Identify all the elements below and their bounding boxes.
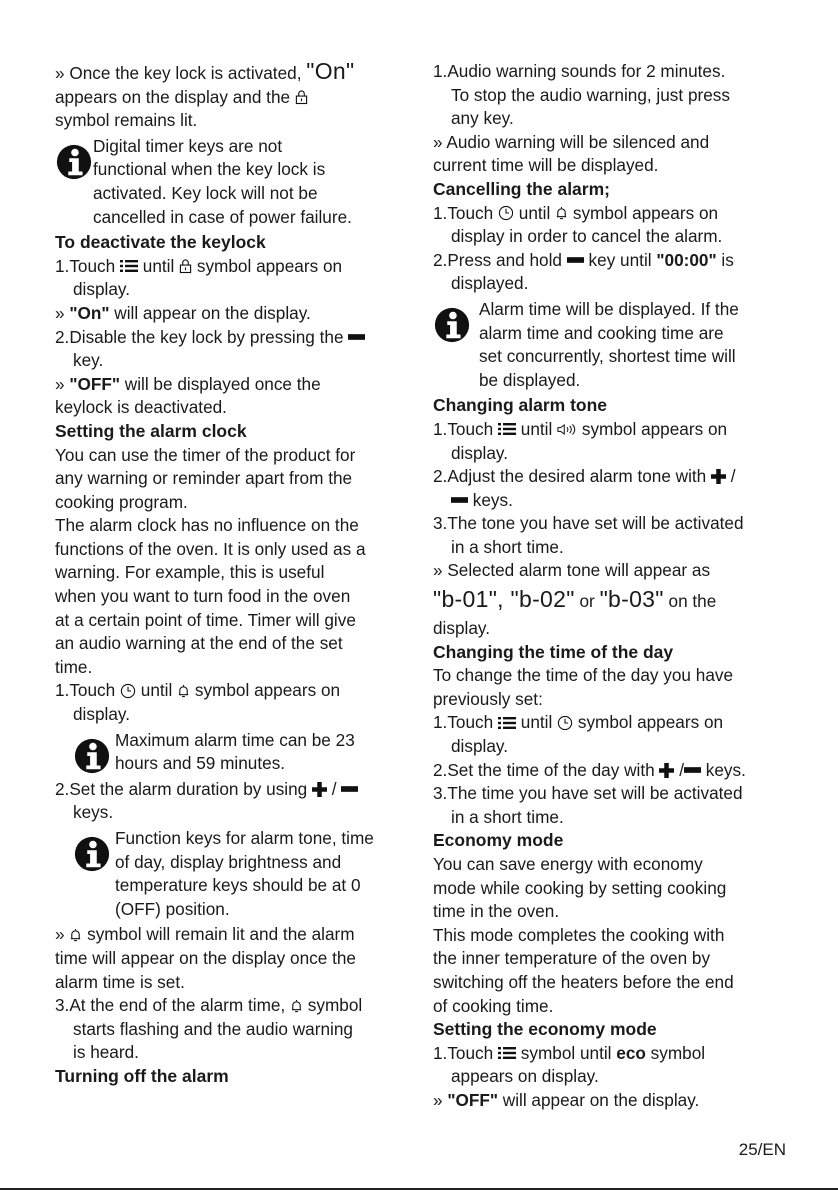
plus-icon [312,782,327,797]
section-heading: Changing the time of the day [433,641,674,662]
paragraph-line: This mode completes the cooking with [433,924,725,945]
step-line: display. [73,704,130,725]
page-number: 25/EN [738,1140,786,1159]
step-line: in a short time. [451,536,564,557]
paragraph-line: the inner temperature of the oven by [433,948,711,969]
step-line: 1.Touch until symbol appears on [433,418,728,439]
menu-icon [120,259,138,273]
minus-icon [451,496,468,504]
note-line: be displayed. [479,369,581,390]
section-heading: Setting the economy mode [433,1019,657,1040]
paragraph-line: of cooking time. [433,995,554,1016]
paragraph-line: To change the time of the day you have [433,665,734,686]
step-line: display. [451,442,508,463]
step-line: starts flashing and the audio warning [73,1018,353,1039]
menu-icon [498,422,516,436]
step-line: key. [73,350,104,371]
note-line: hours and 59 minutes. [115,753,286,774]
step-line: 1.Touch until symbol appears on [55,255,343,276]
step-line: 3.At the end of the alarm time, symbol [55,995,363,1016]
right-column [433,60,793,1113]
step-line: 1.Touch until symbol appears on [433,712,724,733]
info-icon [73,835,111,873]
lock-icon [179,258,192,274]
step-line: 2.Adjust the desired alarm tone with / [433,466,736,487]
paragraph-line: You can save energy with economy [433,854,703,874]
result-line: alarm time is set. [55,971,185,992]
note-line: set concurrently, shortest time will [479,346,736,367]
plus-icon [659,763,674,778]
step-line: is heard. [73,1042,139,1063]
text-line: symbol remains lit. [55,110,198,131]
info-note [55,827,407,921]
info-note [55,135,407,229]
step-line: keys. [73,802,114,823]
step-line: 2.Disable the key lock by pressing the [55,326,407,350]
paragraph-line: time in the oven. [433,901,560,922]
paragraph-line: switching off the heaters before the end [433,971,734,992]
result-line: » "OFF" will appear on the display. [433,1089,700,1110]
note-line: alarm time and cooking time are [479,322,724,343]
paragraph-line: an audio warning at the end of the set [55,633,343,654]
note-line: (OFF) position. [115,898,230,919]
paragraph-line: cooking program. [55,491,188,512]
step-line: any key. [451,108,514,129]
info-note [55,729,407,776]
result-line: keylock is deactivated. [55,397,227,418]
step-line: 1.Audio warning sounds for 2 minutes. [433,61,726,81]
note-line: of day, display brightness and [115,851,342,872]
plus-icon [711,469,726,484]
clock-icon [498,205,514,221]
step-line: 1.Touch symbol until eco symbol [433,1042,706,1063]
result-line: » symbol will remain lit and the alarm [55,924,355,945]
step-line: 2.Set the alarm duration by using / [55,778,407,802]
result-line: "b-01", "b-02" or "b-03" on the [433,586,717,613]
step-line: 1.Touch until symbol appears on [55,680,341,701]
note-line: temperature keys should be at 0 [115,875,361,896]
step-line: appears on display. [451,1066,599,1087]
note-line: activated. Key lock will not be [93,182,318,203]
step-line: in a short time. [451,806,564,827]
step-line: To stop the audio warning, just press [451,84,730,105]
paragraph-line: at a certain point of time. Timer will give [55,609,356,630]
step-line: keys. [433,489,793,513]
result-line: » Selected alarm tone will appear as [433,560,711,581]
section-heading: Setting the alarm clock [55,420,247,441]
info-icon [433,306,471,344]
text-line: » Once the key lock is activated, "On" [55,58,355,84]
paragraph-line: previously set: [433,688,543,709]
step-line: 2.Press and hold key until "00:00" is [433,249,734,270]
eco-symbol: eco [616,1042,646,1063]
info-note [433,298,793,392]
step-line: 2.Set the time of the day with / keys. [433,759,746,780]
bell-icon [177,683,190,699]
left-column [55,60,407,1089]
paragraph-line: warning. For example, this is useful [55,562,325,583]
bottom-rule [0,1188,838,1190]
step-line: display. [73,279,130,300]
section-heading: Changing alarm tone [433,395,608,416]
paragraph-line: any warning or reminder apart from the [55,468,353,489]
text-line: appears on the display and the [55,86,407,110]
section-heading: Turning off the alarm [55,1065,229,1086]
paragraph-line: The alarm clock has no influence on the [55,515,359,536]
minus-icon [348,333,365,341]
clock-icon [557,715,573,731]
result-line: time will appear on the display once the [55,947,356,968]
bell-icon [555,205,568,221]
menu-icon [498,716,516,730]
result-line: display. [433,618,490,639]
info-icon [73,737,111,775]
paragraph-line: time. [55,656,93,677]
bell-icon [290,998,303,1014]
minus-icon [567,256,584,264]
paragraph-line: You can use the timer of the product for [55,444,356,465]
tone-icon [557,423,577,436]
paragraph-line: mode while cooking by setting cooking [433,877,727,898]
note-line: functional when the key lock is [93,159,326,180]
step-line: display in order to cancel the alarm. [451,226,723,247]
result-line: » Audio warning will be silenced and [433,131,710,152]
info-icon [55,143,93,181]
minus-icon [341,785,358,793]
note-line: Alarm time will be displayed. If the [479,298,739,319]
menu-icon [498,1046,516,1060]
section-heading: To deactivate the keylock [55,232,266,253]
paragraph-line: when you want to turn food in the oven [55,586,351,607]
note-line: Digital timer keys are not [93,135,283,156]
bell-icon [69,927,82,943]
step-line: 1.Touch until symbol appears on [433,202,719,223]
step-line: display. [451,736,508,757]
section-heading: Cancelling the alarm; [433,178,610,199]
result-line: » "On" will appear on the display. [55,302,311,323]
step-line: 3.The time you have set will be activated [433,783,743,804]
step-line: 3.The tone you have set will be activated [433,513,744,534]
clock-icon [120,683,136,699]
minus-icon [684,766,701,774]
step-line: displayed. [451,273,529,294]
note-line: Function keys for alarm tone, time [115,828,374,848]
lock-icon [295,89,308,105]
note-line: cancelled in case of power failure. [93,206,352,227]
note-line: Maximum alarm time can be 23 [115,729,355,750]
paragraph-line: functions of the oven. It is only used as a [55,538,366,559]
result-line: current time will be displayed. [433,155,659,176]
result-line: » "OFF" will be displayed once the [55,373,321,394]
section-heading: Economy mode [433,830,564,851]
